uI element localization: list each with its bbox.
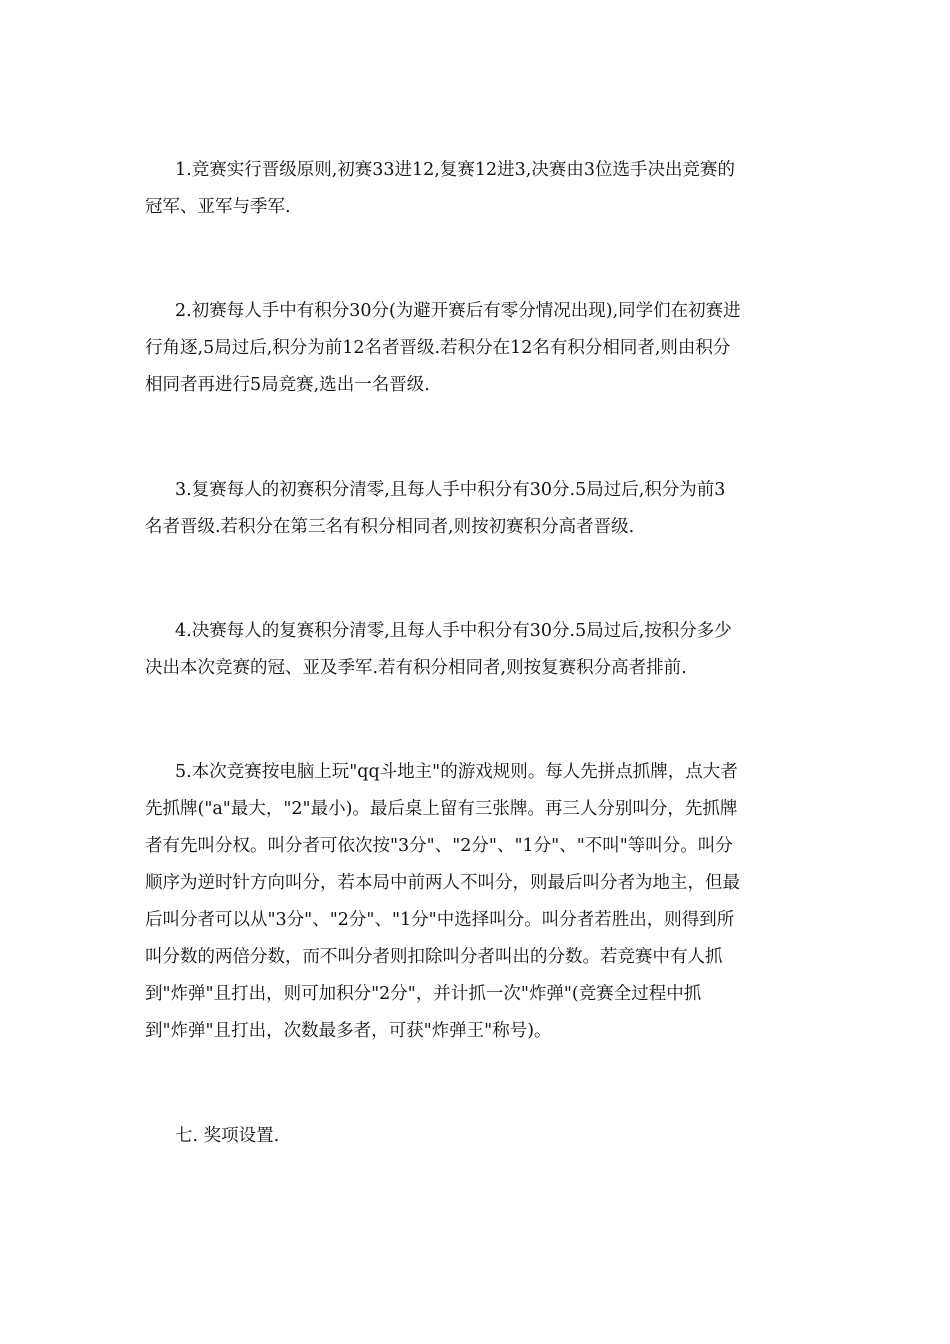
paragraph-line: 决出本次竞赛的冠、亚及季军.若有积分相同者,则按复赛积分高者排前.: [145, 658, 687, 678]
paragraph-line: 到"炸弹"且打出，则可加积分"2分"，并计抓一次"炸弹"(竞赛全过程中抓: [145, 984, 702, 1004]
paragraph-line: 到"炸弹"且打出，次数最多者，可获"炸弹王"称号)。: [145, 1021, 552, 1041]
paragraph-line: 先抓牌("a"最大，"2"最小)。最后桌上留有三张牌。再三人分别叫分，先抓牌: [145, 799, 738, 819]
rule-paragraph-3: [145, 472, 810, 546]
paragraph-line: 冠军、亚军与季军.: [145, 197, 291, 217]
paragraph-line: 3.复赛每人的初赛积分清零,且每人手中积分有30分.5局过后,积分为前3: [175, 480, 726, 500]
rule-paragraph-4: [145, 613, 810, 687]
paragraph-line: 相同者再进行5局竞赛,选出一名晋级.: [145, 375, 430, 395]
paragraph-line: 2.初赛每人手中有积分30分(为避开赛后有零分情况出现),同学们在初赛进: [175, 301, 741, 321]
section-heading-awards: [145, 1118, 810, 1155]
paragraph-line: 1.竞赛实行晋级原则,初赛33进12,复赛12进3,决赛由3位选手决出竞赛的: [175, 160, 735, 180]
rule-paragraph-5: [145, 754, 810, 1050]
paragraph-line: 行角逐,5局过后,积分为前12名者晋级.若积分在12名有积分相同者,则由积分: [145, 338, 731, 358]
paragraph-line: 者有先叫分权。叫分者可依次按"3分"、"2分"、"1分"、"不叫"等叫分。叫分: [145, 836, 733, 856]
paragraph-line: 5.本次竞赛按电脑上玩"qq斗地主"的游戏规则。每人先拼点抓牌，点大者: [175, 762, 738, 782]
paragraph-line: 4.决赛每人的复赛积分清零,且每人手中积分有30分.5局过后,按积分多少: [175, 621, 732, 641]
paragraph-line: 后叫分者可以从"3分"、"2分"、"1分"中选择叫分。叫分者若胜出，则得到所: [145, 910, 735, 930]
paragraph-line: 顺序为逆时针方向叫分，若本局中前两人不叫分，则最后叫分者为地主，但最: [145, 873, 740, 893]
rule-paragraph-1: [145, 152, 810, 226]
rule-paragraph-2: [145, 293, 810, 404]
paragraph-line: 名者晋级.若积分在第三名有积分相同者,则按初赛积分高者晋级.: [145, 517, 635, 537]
paragraph-line: 叫分数的两倍分数，而不叫分者则扣除叫分者叫出的分数。若竞赛中有人抓: [145, 947, 723, 967]
section-heading: 七. 奖项设置.: [175, 1126, 280, 1146]
